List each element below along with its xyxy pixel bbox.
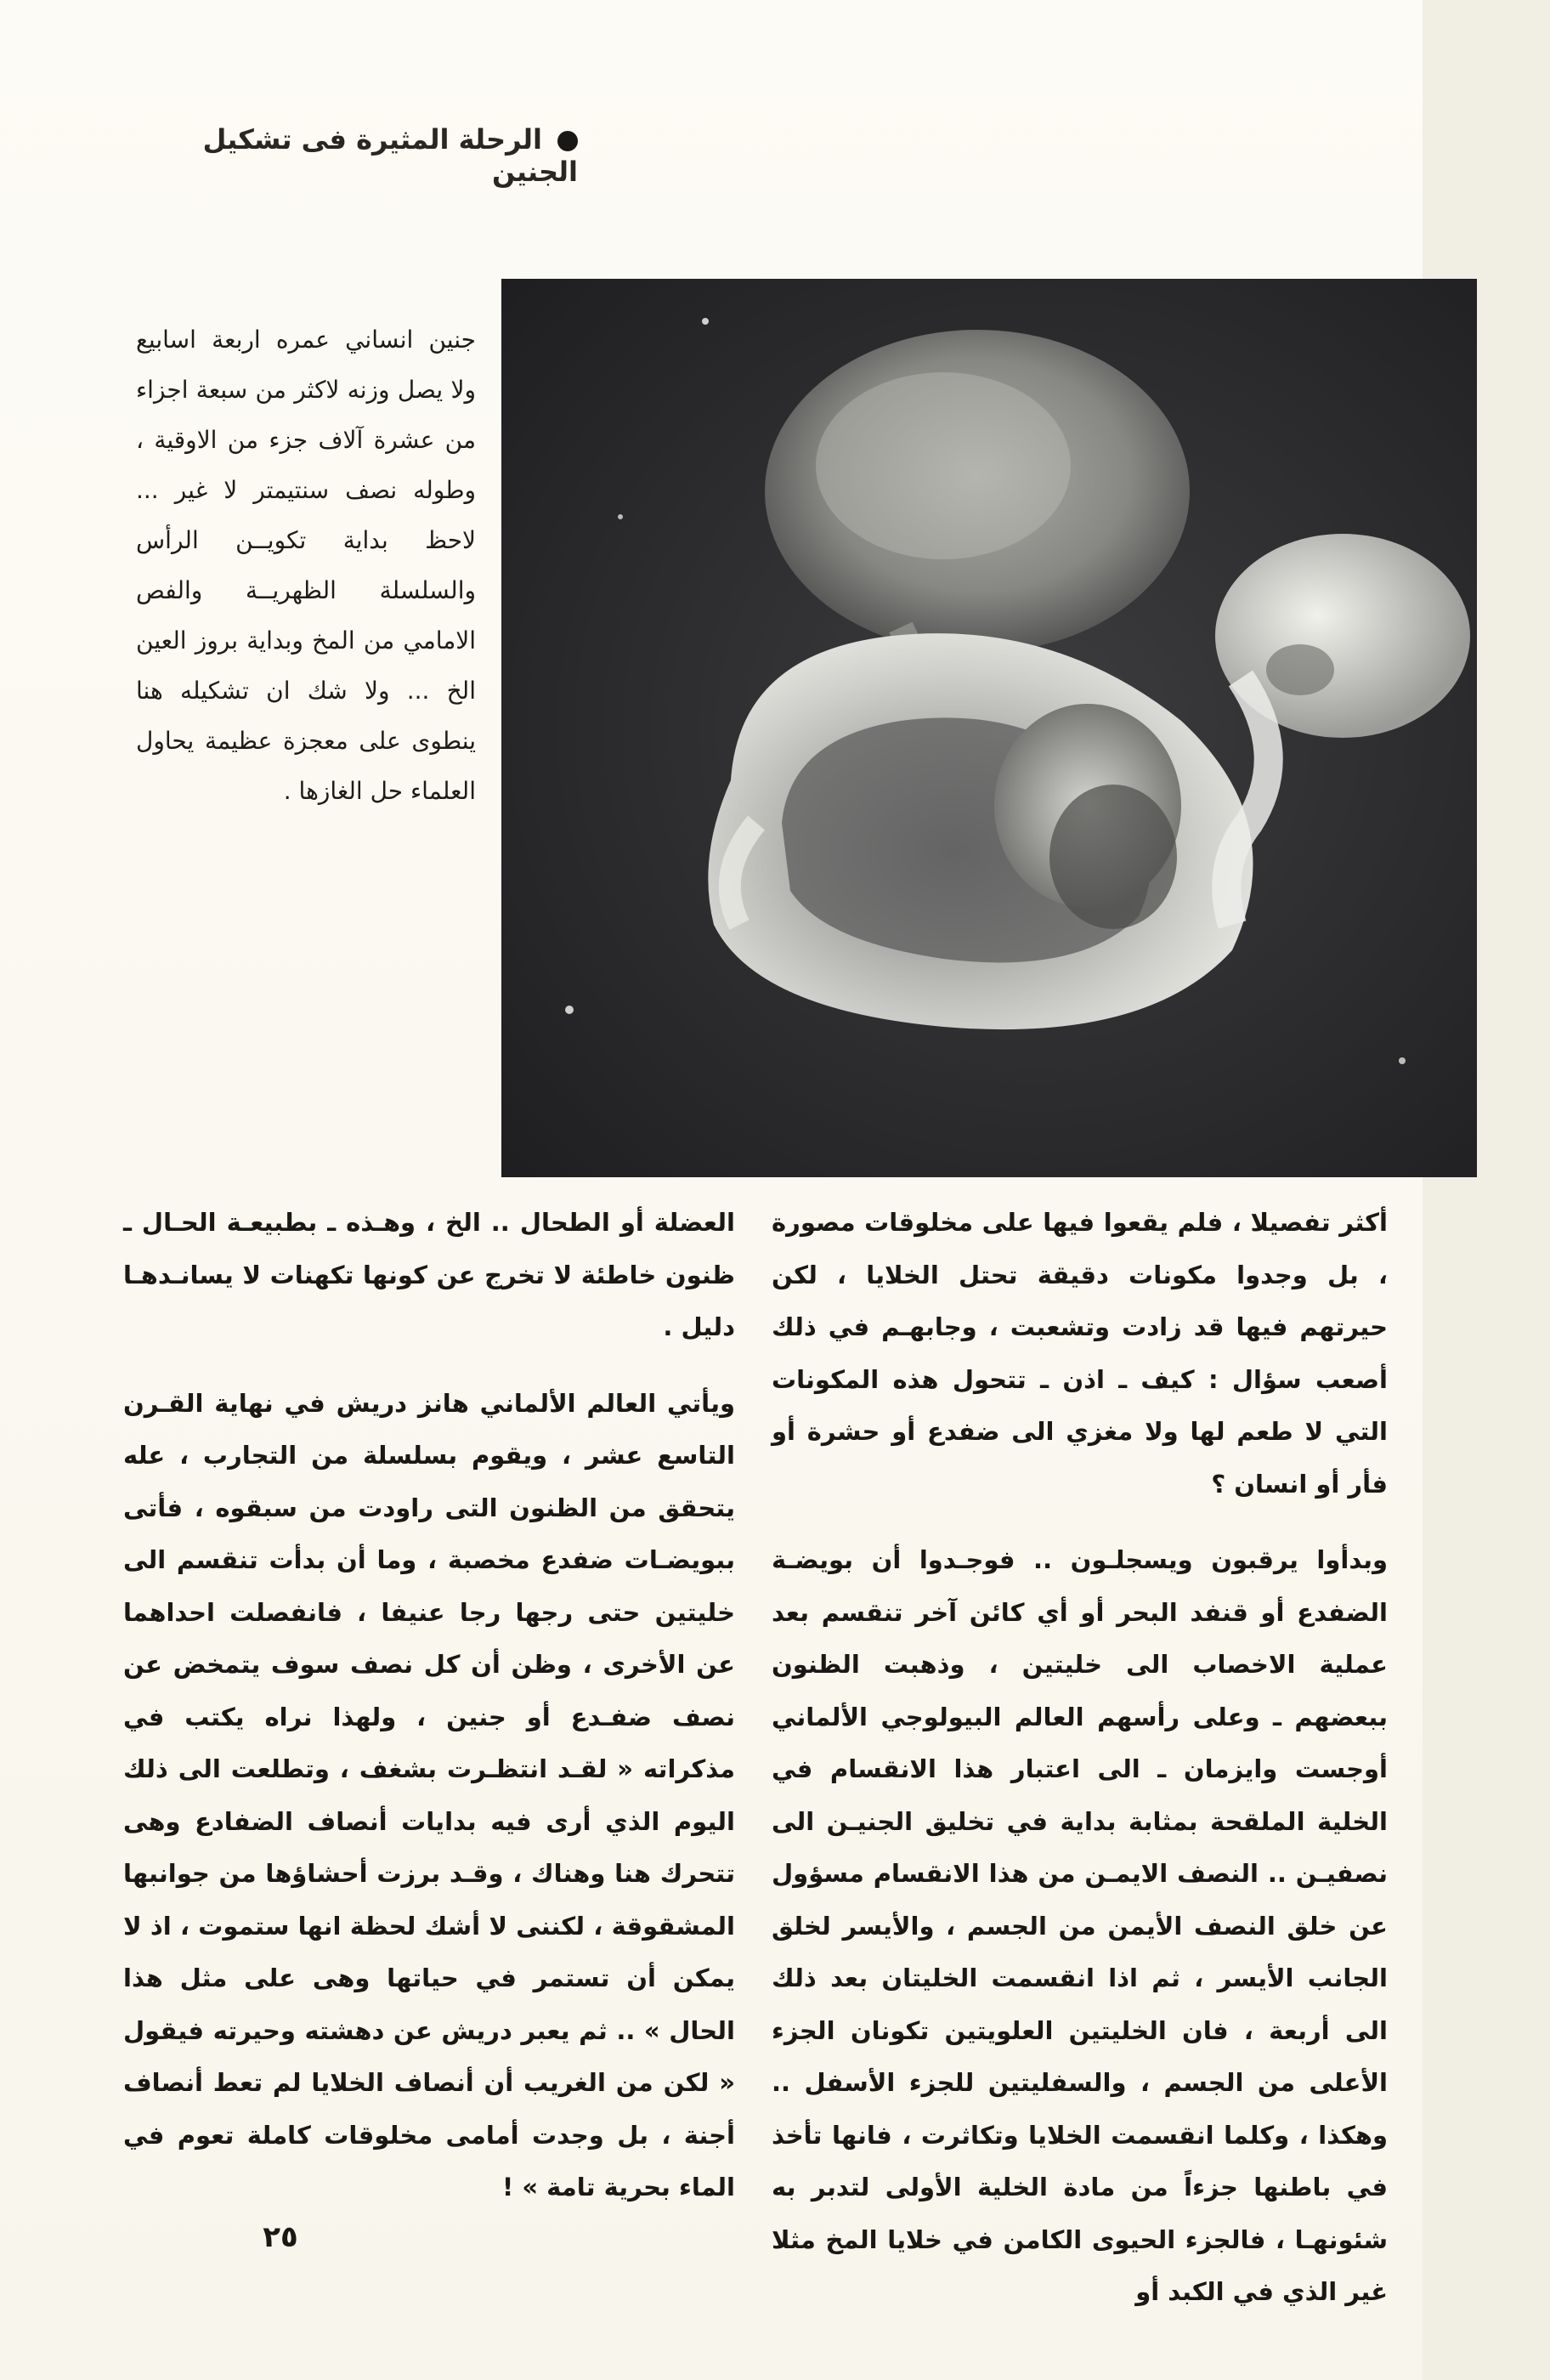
page-number: ٢٥ <box>263 2220 298 2254</box>
photo-caption: جنين انساني عمره اربعة اسابيع ولا يصل وزنه لاكثر من سبعة اجزاء من عشرة آلاف جزء من الاوقية ، وطوله نصف سنتيمتر لا غير ... لاحظ بداية تكويــن الرأس والسلسلة الظهريــة والفص الامامي من المخ وبداية بروز العين الخ ... ولا شك ان تشكيله هنا ينطوى على معجزة عظيمة يحاول العلماء حل الغازها . <box>136 326 476 805</box>
header-title: الرحلة المثيرة فى تشكيل الجنين <box>202 123 578 188</box>
paragraph: ويأتي العالم الألماني هانز دريش في نهاية القـرن التاسع عشر ، ويقوم بسلسلة من التجارب ، عله يتحقق من الظنون التى راودت من سبقوه ، فأتى ببويضـات ضفدع مخصبة ، وما أن بدأت تنقسم الى خليتين حتى رجها رجا عنيفا ، فانفصلت احداهما عن الأخرى ، وظن أن كل نصف سوف يتمخض عن نصف ضفـدع أو جنين ، ولهذا نراه يكتب في مذكراته « لقـد انتظـرت بشغف ، وتطلعت الى ذلك اليوم الذي أرى فيه بدايات أنصاف الضفادع وهى تتحرك هنا وهناك ، وقـد برزت أحشاؤها من جوانبها المشقوقة ، لكننى لا أشك لحظة انها ستموت ، اذ لا يمكن أن تستمر في حياتها وهى على مثل هذا الحال » .. ثم يعبر دريش عن دهشته وحيرته فيقول « لكن من الغريب أن أنصاف الخلايا لم تعط أنصاف أجنة ، بل وجدت أمامى مخلوقات كاملة تعوم في الماء بحرية تامة » ! <box>123 1388 735 2202</box>
body-column-left <box>123 1197 735 2214</box>
bullet-icon <box>557 131 578 151</box>
embryo-photo <box>501 279 1477 1177</box>
body-column-right <box>772 1197 1388 2319</box>
paragraph: وبدأوا يرقبون ويسجلـون .. فوجـدوا أن بويضـة الضفدع أو قنفد البحر أو أي كائن آخر تنقسم بعد عملية الاخصاب الى خليتين ، وذهبت الظنون ببعضهم ـ وعلى رأسهم العالم البيولوجي الألماني أوجست وايزمان ـ الى اعتبار هذا الانقسام في الخلية الملقحة بمثابة بداية في تخليق الجنيـن الى نصفيـن .. النصف الايمـن من هذا الانقسام مسؤول عن خلق النصف الأيمن من الجسم ، والأيسر لخلق الجانب الأيسر ، ثم اذا انقسمت الخليتان بعد ذلك الى أربعة ، فان الخليتين العلويتين تكونان الجزء الأعلى من الجسم ، والسفليتين للجزء الأسفل .. وهكذا ، وكلما انقسمت الخلايا وتكاثرت ، فانها تأخذ في باطنها جزءاً من مادة الخلية الأولى لتدبر به شئونهـا ، فالجزء الحيوى الكامن في خلايا المخ مثلا غير الذي في الكبد أو <box>772 1545 1388 2306</box>
paragraph: العضلة أو الطحال .. الخ ، وهـذه ـ بطبيعـة الحـال ـ ظنون خاطئة لا تخرج عن كونها تكهنات لا يسانـدهـا دليل . <box>123 1208 735 1341</box>
paragraph: أكثر تفصيلا ، فلم يقعوا فيها على مخلوقات مصورة ، بل وجدوا مكونات دقيقة تحتل الخلايا ، لكن حيرتهم فيها قد زادت وتشعبت ، وجابهـم في ذلك أصعب سؤال : كيف ـ اذن ـ تتحول هذه المكونات التي لا طعم لها ولا مغزي الى ضفدع أو حشرة أو فأر أو انسان ؟ <box>772 1208 1388 1499</box>
article-header <box>136 123 578 188</box>
